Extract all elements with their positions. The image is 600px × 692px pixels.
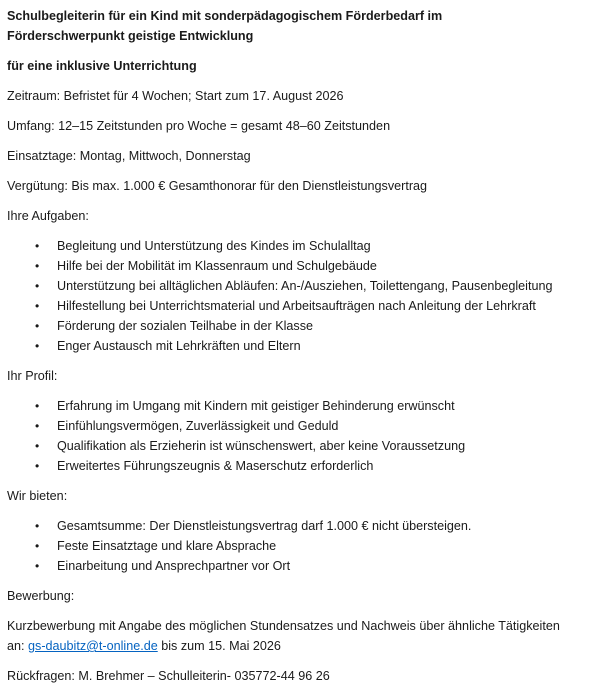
verguetung-text: Vergütung: Bis max. 1.000 € Gesamthonorar für den Dienstleistungsvertrag xyxy=(7,179,428,193)
bullet-icon: • xyxy=(35,419,40,433)
list-item: • Begleitung und Unterstützung des Kindes im Schulalltag xyxy=(57,236,600,256)
job-title-line-1: Schulbegleiterin für ein Kind mit sonderpädagogischem Förderbedarf im xyxy=(7,9,443,23)
aufgaben-heading: Ihre Aufgaben: xyxy=(7,209,89,223)
list-item: • Enger Austausch mit Lehrkräften und Eltern xyxy=(57,336,600,356)
aufgaben-list xyxy=(7,236,600,356)
list-item: • Hilfe bei der Mobilität im Klassenraum und Schulgebäude xyxy=(57,256,600,276)
list-item: • Gesamtsumme: Der Dienstleistungsvertrag darf 1.000 € nicht übersteigen. xyxy=(57,516,600,536)
job-title-line-2: Förderschwerpunkt geistige Entwicklung xyxy=(7,29,254,43)
bewerbung-heading: Bewerbung: xyxy=(7,589,75,603)
list-item: • Förderung der sozialen Teilhabe in der Klasse xyxy=(57,316,600,336)
bullet-icon: • xyxy=(35,299,40,313)
bewerbung-text-line-1: Kurzbewerbung mit Angabe des möglichen Stundensatzes und Nachweis über ähnliche Tätigkeiten xyxy=(7,619,560,633)
bullet-icon: • xyxy=(35,259,40,273)
list-item: • Unterstützung bei alltäglichen Abläufen: An-/Ausziehen, Toilettengang, Pausenbegleitung xyxy=(57,276,600,296)
bullet-icon: • xyxy=(35,399,40,413)
bieten-heading: Wir bieten: xyxy=(7,489,68,503)
email-link[interactable]: gs-daubitz@t-online.de xyxy=(28,639,158,653)
bullet-icon: • xyxy=(35,519,40,533)
bullet-icon: • xyxy=(35,459,40,473)
list-item: • Feste Einsatztage und klare Absprache xyxy=(57,536,600,556)
list-item: • Erfahrung im Umgang mit Kindern mit geistiger Behinderung erwünscht xyxy=(57,396,600,416)
bewerbung-suffix: bis zum 15. Mai 2026 xyxy=(157,639,281,653)
einsatztage-text: Einsatztage: Montag, Mittwoch, Donnerstag xyxy=(7,149,251,163)
bieten-list xyxy=(7,516,600,576)
zeitraum-text: Zeitraum: Befristet für 4 Wochen; Start zum 17. August 2026 xyxy=(7,89,344,103)
list-item: • Einfühlungsvermögen, Zuverlässigkeit und Geduld xyxy=(57,416,600,436)
bewerbung-text xyxy=(7,616,600,656)
list-item: • Qualifikation als Erzieherin ist wünschenswert, aber keine Voraussetzung xyxy=(57,436,600,456)
job-subtitle: für eine inklusive Unterrichtung xyxy=(7,59,197,73)
bewerbung-prefix: an: xyxy=(7,639,29,653)
profil-list xyxy=(7,396,600,476)
bullet-icon: • xyxy=(35,539,40,553)
job-title xyxy=(7,6,600,46)
profil-heading: Ihr Profil: xyxy=(7,369,58,383)
rueckfragen-text: Rückfragen: M. Brehmer – Schulleiterin- 035772-44 96 26 xyxy=(7,669,330,683)
bullet-icon: • xyxy=(35,339,40,353)
list-item: • Hilfestellung bei Unterrichtsmaterial und Arbeitsaufträgen nach Anleitung der Lehrkraft xyxy=(57,296,600,316)
bullet-icon: • xyxy=(35,239,40,253)
list-item: • Erweitertes Führungszeugnis & Maserschutz erforderlich xyxy=(57,456,600,476)
list-item: • Einarbeitung und Ansprechpartner vor Ort xyxy=(57,556,600,576)
bullet-icon: • xyxy=(35,559,40,573)
bullet-icon: • xyxy=(35,279,40,293)
bullet-icon: • xyxy=(35,319,40,333)
bullet-icon: • xyxy=(35,439,40,453)
umfang-text: Umfang: 12–15 Zeitstunden pro Woche = gesamt 48–60 Zeitstunden xyxy=(7,119,391,133)
